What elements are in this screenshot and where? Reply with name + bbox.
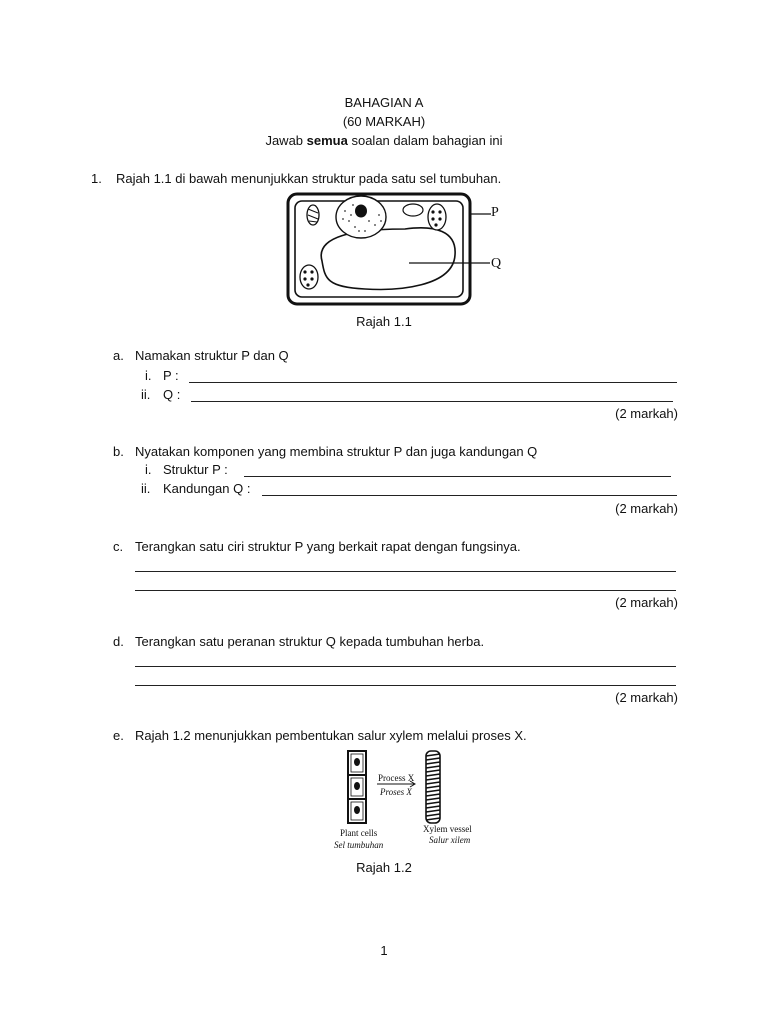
part-b-i-label: Struktur P :: [163, 462, 228, 477]
plant-cells-column: [348, 751, 366, 823]
xylem-label-ms: Salur xilem: [429, 835, 471, 845]
answer-line[interactable]: [135, 666, 676, 667]
part-a-text: Namakan struktur P dan Q: [135, 348, 289, 363]
part-a-letter: a.: [113, 348, 124, 363]
part-c-marks: (2 markah): [615, 595, 678, 610]
answer-line[interactable]: [189, 382, 677, 383]
instruction-post: soalan dalam bahagian ini: [347, 133, 503, 148]
instruction-pre: Jawab: [265, 133, 307, 148]
section-title: BAHAGIAN A: [344, 95, 424, 110]
section-instruction: [0, 133, 768, 148]
part-a-i-num: i.: [145, 368, 152, 383]
part-a-i-label: P :: [163, 368, 179, 383]
answer-line[interactable]: [262, 495, 677, 496]
section-marks: (60 MARKAH): [342, 114, 426, 129]
plant-cell-diagram: [285, 191, 515, 309]
part-a-marks: (2 markah): [615, 406, 678, 421]
part-b-i-num: i.: [145, 462, 152, 477]
xylem-label-en: Xylem vessel: [423, 824, 472, 834]
plant-cells-label-ms: Sel tumbuhan: [334, 840, 384, 850]
part-b-ii-label: Kandungan Q :: [163, 481, 251, 496]
part-b-marks: (2 markah): [615, 501, 678, 516]
page-number: 1: [380, 943, 388, 958]
part-d-letter: d.: [113, 634, 124, 649]
instruction-bold: semua: [306, 133, 348, 148]
part-c-text: Terangkan satu ciri struktur P yang berkait rapat dengan fungsinya.: [135, 539, 521, 554]
part-d-text: Terangkan satu peranan struktur Q kepada tumbuhan herba.: [135, 634, 485, 649]
part-a-ii-num: ii.: [141, 387, 151, 402]
answer-line[interactable]: [135, 590, 676, 591]
figure-2-caption: Rajah 1.2: [356, 860, 412, 875]
xylem-vessel: [426, 751, 440, 823]
label-q: Q: [491, 256, 502, 271]
question-number: 1.: [91, 171, 102, 186]
label-p: P: [491, 205, 499, 220]
part-b-ii-num: ii.: [141, 481, 151, 496]
question-text: Rajah 1.1 di bawah menunjukkan struktur pada satu sel tumbuhan.: [116, 171, 502, 186]
process-label-ms: Proses X: [380, 787, 412, 797]
part-b-text: Nyatakan komponen yang membina struktur P dan juga kandungan Q: [135, 444, 538, 459]
part-b-letter: b.: [113, 444, 124, 459]
part-c-letter: c.: [113, 539, 124, 554]
process-label-en: Process X: [378, 773, 415, 783]
part-d-marks: (2 markah): [615, 690, 678, 705]
answer-line[interactable]: [135, 571, 676, 572]
plant-cells-label-en: Plant cells: [340, 828, 378, 838]
answer-line[interactable]: [244, 476, 671, 477]
part-e-letter: e.: [113, 728, 124, 743]
part-a-ii-label: Q :: [163, 387, 181, 402]
figure-1-caption: Rajah 1.1: [356, 314, 412, 329]
answer-line[interactable]: [191, 401, 673, 402]
answer-line[interactable]: [135, 685, 676, 686]
part-e-text: Rajah 1.2 menunjukkan pembentukan salur xylem melalui proses X.: [135, 728, 527, 743]
